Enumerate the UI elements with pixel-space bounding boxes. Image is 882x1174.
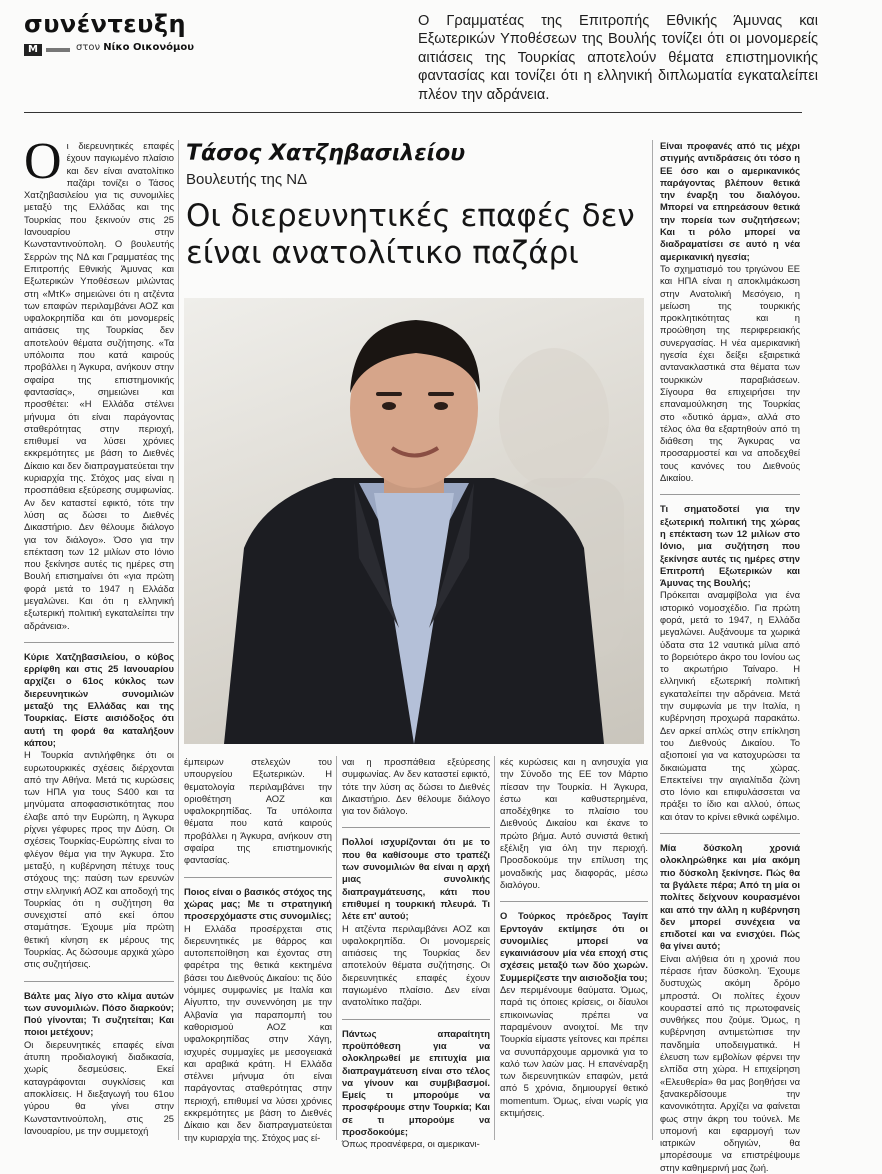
- answer: Πρόκειται αναμφίβολα για ένα ιστορικό νομοσχέδιο. Για πρώτη φορά, μετά το 1947, η Ελλάδα μεγαλώνει. Αυξάνουμε τα χωρικά ύδατα στα 12 ναυτικά μίλια από το βορειότερο άκρο του Ιονίου ως το ακρωτήριο Ταίναρο. Η ελληνική εξωτερική πολιτική εγκαταλείπει την αδράνεια. Μετά την συμφωνία με την Ιταλία, η κυβέρνηση προχωρά παρακάτω. Δεν αρκεί απλώς στην επίκληση του Διεθνούς Δικαίου. Το αξιοποιεί για να κατοχυρώσει τα δικαιώματα της χώρας. Επεκτείνει την αιγιαλίτιδα ζώνη στο Ιόνιο και επιφυλάσσεται να πράξει το ίδιο και αλλού, όπως και όταν το κρίνει εθνικά ωφέλιμο.: [660, 589, 800, 822]
- lead-paragraph: Ο Γραμματέας της Επιτροπής Εθνικής Άμυνας και Εξωτερικών Υποθέσεων της Βουλής τονίζει ότι οι μονομερείς αιτιάσεις της Τουρκίας αποτελούν θέματα επιστημονικής φαντασίας και τονίζει ότι η ελληνική διπλωματία εγκαταλείπει πλέον την αδράνεια.: [418, 13, 818, 103]
- header-rule: [24, 112, 802, 113]
- drop-cap: O: [24, 133, 62, 190]
- section-separator: [184, 877, 332, 878]
- answer: ναι η προσπάθεια εξεύρεσης συμφωνίας. Αν δεν καταστεί εφικτό, τότε την λύση ας δώσει το Διεθνές Δικαστήριο. Δεν θέλουμε διάλογο για τον διάλογο.: [342, 756, 490, 817]
- interviewee-role: Βουλευτής της ΝΔ: [186, 171, 308, 188]
- section-separator: [660, 833, 800, 834]
- question: Βάλτε μας λίγο στο κλίμα αυτών των συνομιλιών. Πόσο διαρκούν; Πού γίνονται; Τι συζητείται; Και ποιοι μετέχουν;: [24, 989, 174, 1038]
- headline: Οι διερευνητικές επαφές δεν είναι ανατολίτικο παζάρι: [186, 198, 635, 271]
- answer: Η Τουρκία αντιλήφθηκε ότι οι ευρωτουρκικές σχέσεις διέρχονται από την Αθήνα. Μετά τις κυρώσεις των ΗΠΑ για τους S400 και τα μηνύματα αποφασιστικότητας που έλαβε από την Ευρώπη, η Άγκυρα ρίχνει γέφυρες προς την Δύση. Οι σχέσεις Τουρκίας-Ευρώπης είναι το φλέγον θέμα για την Άγκυρα. Στο μεταξύ, η κυβέρνηση πέτυχε τους στόχους της: παύση των ερευνών στην ελληνική ΑΟΖ και αποδοχή της Τουρκίας ότι η συζήτηση θα συνεχιστεί από εκεί όπου σταμάτησε. Έχουμε μία πρώτη θετική κίνηση εκ μέρους της Τουρκίας. Ας δώσουμε αρχικά χώρο στις συζητήσεις.: [24, 749, 174, 970]
- answer: Το σχηματισμό του τριγώνου ΕΕ και ΗΠΑ είναι η αποκλιμάκωση στην Ανατολική Μεσόγειο, η μείωση της τουρκικής προκλητικότητας και η προώθηση της περιφερειακής συνεργασίας. Η νέα αμερικανική ηγεσία έχει δείξει εξαιρετικά αντανακλαστικά στα θέματα των τουρκικών παραβιάσεων. Σίγουρα θα επιχειρήσει την επαναμούλκηση της Τουρκίας στο «δυτικό άρμα», αλλά στο τέλος όλα θα εξαρτηθούν από τη διάθεση της Άγκυρας να προσαρμοστεί και να αποδεχθεί τους κανόνες του Διεθνούς Δικαίου.: [660, 262, 800, 484]
- section-label: συνέντευξη: [24, 10, 187, 38]
- answer: κές κυρώσεις και η ανησυχία για την Σύνοδο της ΕΕ τον Μάρτιο πίεσαν την Τουρκία. Η Άγκυρα, έστω και καθυστερημένα, αποδέχθηκε το πλαίσιο του Διεθνούς Δικαίου και έκανε το πρώτο βήμα. Αυτό συνιστά θετική εξέλιξη για όλη την περιοχή. Προσδοκούμε την επίλυση της μοναδικής μας διαφοράς, μέσω διαλόγου.: [500, 756, 648, 890]
- column-divider: [652, 140, 653, 1140]
- section-separator: [342, 1019, 490, 1020]
- answer: Οι διερευνητικές επαφές είναι άτυπη προδιαλογική διαδικασία, χωρίς δεσμεύσεις. Εκεί καταγράφονται συγκλίσεις και αποκλίσεις. Η διεξαγωγή του 61ου γύρου θα γίνει στην Κωνσταντινούπολη, στις 25 Ιανουαρίου, με την συμμετοχή: [24, 1038, 174, 1136]
- question: Ποιος είναι ο βασικός στόχος της χώρας μας; Με τι στρατηγική προσερχόμαστε στις συνομιλίες;: [184, 885, 332, 922]
- byline-author: Νίκο Οικονόμου: [103, 42, 195, 53]
- publication-logo: M: [24, 44, 42, 56]
- byline: [76, 42, 194, 53]
- answer: Είναι αλήθεια ότι η χρονιά που πέρασε ήταν δύσκολη. Έχουμε δυστυχώς ακόμη δρόμο μπροστά. Οι πολίτες έχουν κουραστεί από τις πρωτοφανείς συνθήκες που ζούμε. Όμως, η κυβέρνηση αντιμετώπισε την πανδημία υποδειγματικά. Η έλευση των εμβολίων φέρνει την ελπίδα στη χώρα. Η επιχείρηση «Ελευθερία» θα μας βοηθήσει να ξανακερδίσουμε την κανονικότητα. Αρχίζει να φαίνεται φως στην άκρη του τούνελ. Με υπομονή και εφαρμογή των ιατρικών οδηγιών, θα μπορέσουμε να επιστρέψουμε στην καθημερινή μας ζωή.: [660, 952, 800, 1173]
- answer: Η ατζέντα περιλαμβάνει ΑΟΖ και υφαλοκρηπίδα. Οι μονομερείς αιτιάσεις της Τουρκίας δεν αποτελούν θέματα συζήτησης. Οι διερευνητικές επαφές έχουν παγιωμένο πλαίσιο. Δεν είναι ανατολίτικο παζάρι.: [342, 922, 490, 1008]
- portrait-illustration: [184, 298, 644, 744]
- question: Πολλοί ισχυρίζονται ότι με το που θα καθίσουμε στο τραπέζι των συνομιλιών θα είναι η αρχή μιας συνολικής διαπραγμάτευσης, κάτι που επιθυμεί η τουρκική πλευρά. Τι λέτε επ' αυτού;: [342, 836, 490, 922]
- column-3: [342, 756, 490, 1151]
- answer: Όπως προανέφερα, οι αμερικανι-: [342, 1138, 480, 1150]
- intro-paragraph: [24, 133, 174, 632]
- section-separator: [500, 901, 648, 902]
- section-separator: [342, 827, 490, 828]
- column-divider: [494, 756, 495, 1140]
- logo-bar: [46, 48, 70, 52]
- column-5: [660, 140, 800, 1174]
- column-divider: [178, 140, 179, 1140]
- portrait-photo: [184, 298, 644, 744]
- question: Πάντως απαραίτητη προϋπόθεση για να ολοκληρωθεί με επιτυχία μια διαπραγμάτευση είναι στο τέλος να γίνουν και συμβιβασμοί. Εμείς τι μπορούμε να προσφέρουμε στην Τουρκία; Και σε τι μπορούμε να προσδοκούμε;: [342, 1027, 490, 1138]
- section-separator: [24, 642, 174, 643]
- question: Είναι προφανές από τις μέχρι στιγμής αντιδράσεις ότι τόσο η ΕΕ όσο και ο αμερικανικός παράγοντας βλέπουν θετικά την έναρξη του διαλόγου. Μπορεί να επηρεάσουν θετικά την πορεία των συζητήσεων; Και τι ρόλο μπορεί να διαδραματίσει σε αυτό η νέα αμερικανική ηγεσία;: [660, 140, 800, 262]
- intro-text: ι διερευνητικές επαφές έχουν παγιωμένο πλαίσιο και δεν είναι ανατολίτικο παζάρι τονίζει ο Τάσος Χατζηβασιλείου για τις συνομιλίες μεταξύ της Ελλάδας και της Τουρκίας που ξεκινούν στις 25 Ιανουαρίου στην Κωνσταντινούπολη. Ο βουλευτής Σερρών της ΝΔ και Γραμματέας της Επιτροπής Εθνικής Άμυνας και Εξωτερικών Υποθέσεων μιλώντας στη «ΜτΚ» σημειώνει ότι η ατζέντα των επαφών περιλαμβάνει ΑΟΖ και υφαλοκρηπίδα και ότι μονομερείς αιτιάσεις της Τουρκίας δεν αποτελούν θέματα συζήτησης. «Τα υπόλοιπα που κατά καιρούς προβάλλει η Άγκυρα, ανήκουν στην σφαίρα της επιστημονικής φαντασίας», σημειώνει και προσθέτει: «Η Ελλάδα στέλνει μήνυμα ότι είναι παράγοντας σταθερότητας στην περιοχή, επιθυμεί να λύσει χρόνιες εκκρεμότητες με βάση το Διεθνές Δίκαιο και δεν διαπραγματεύεται την κυριαρχία της. Στόχος μας είναι η προσπάθεια εξεύρεσης συμφωνίας. Αν δεν καταστεί εφικτό, τότε την λύση ας δώσει το Διεθνές Δικαστήριο. Δεν θέλουμε διάλογο για τον διάλογο». Όσο για την επέκταση των 12 μιλίων στο Ιόνιο που ξεκίνησε αυτές τις ημέρες στη Βουλή επισημαίνει ότι «για πρώτη φορά μετά το 1947 η Ελλάδα μεγαλώνει. Και ότι η ελληνική εξωτερική πολιτική εγκαταλείπει την αδράνεια».: [24, 140, 174, 631]
- question: Ο Τούρκος πρόεδρος Ταγίπ Ερντογάν εκτίμησε ότι οι συνομιλίες μπορεί να εγκαινιάσουν μία νέα εποχή στις σχέσεις μεταξύ των δύο χωρών. Συμμερίζεστε την αισιοδοξία του;: [500, 910, 648, 983]
- question: Τι σηματοδοτεί για την εξωτερική πολιτική της χώρας η επέκταση των 12 μιλίων στο Ιόνιο, μια συζήτηση που ξεκίνησε αυτές τις ημέρες στην Επιτροπή Εξωτερικών και Άμυνας της Βουλής;: [660, 503, 800, 589]
- answer: Δεν περιμένουμε θαύματα. Όμως, παρά τις όποιες κρίσεις, οι δίαυλοι επικοινωνίας πρέπει να παραμένουν ανοιχτοί. Με την Τουρκία είμαστε γείτονες και πρέπει να συνυπάρχουμε αρμονικά για το καλό των λαών μας. Η επανέναρξη των διερευνητικών επαφών, μετά από 5 χρόνια, δημιουργεί θετικό momentum. Όμως, είναι νωρίς για εκτιμήσεις.: [500, 984, 648, 1119]
- byline-prefix: στον: [76, 42, 101, 53]
- column-2: [184, 756, 332, 1144]
- column-1: [24, 133, 174, 1137]
- answer: Η Ελλάδα προσέρχεται στις διερευνητικές με θάρρος και αυτοπεποίθηση και έχοντας στη φαρέτρα της θετικά κεκτημένα βάσει του Διεθνούς Δικαίου: τις δύο νόμιμες συμφωνίες με Ιταλία και Αίγυπτο, την συνεννόηση με την Αλβανία για παραπομπή του καθορισμού ΑΟΖ και υφαλοκρηπίδας στην Χάγη, ισχυρές συμμαχίες με μεσογειακά και αραβικά κράτη. Η Ελλάδα στέλνει μήνυμα ότι είναι παράγοντας σταθερότητας στην περιοχή, επιθυμεί να λύσει χρόνιες εκκρεμότητες με βάση το Διεθνές Δίκαιο και δεν διαπραγματεύεται την κυριαρχία της. Στόχος μας εί-: [184, 922, 332, 1143]
- column-divider: [336, 756, 337, 1140]
- section-separator: [660, 494, 800, 495]
- interviewee-name: Τάσος Χατζηβασιλείου: [186, 141, 466, 166]
- answer: έμπειρων στελεχών του υπουργείου Εξωτερικών. Η θεματολογία περιλαμβάνει την οριοθέτηση ΑΟΖ και υφαλοκρηπίδας. Τα υπόλοιπα θέματα που κατά καιρούς προβάλλει η Άγκυρα, ανήκουν στη σφαίρα της επιστημονικής φαντασίας.: [184, 756, 332, 866]
- column-4: [500, 756, 648, 1119]
- section-separator: [24, 981, 174, 982]
- question: Μία δύσκολη χρονιά ολοκληρώθηκε και μία ακόμη πιο δύσκολη ξεκίνησε. Πώς θα τα βγάλετε πέρα; Από τη μία οι πολίτες δείχνουν κουρασμένοι και από την άλλη η κυβέρνηση δεν μπορεί συνέχεια να επιδοτεί και να ενισχύει. Πώς θα γίνει αυτό;: [660, 842, 800, 952]
- question: Κύριε Χατζηβασιλείου, ο κύβος ερρίφθη και στις 25 Ιανουαρίου αρχίζει ο 61ος κύκλος των διερευνητικών συνομιλιών μεταξύ της Ελλάδας και της Τουρκίας. Είστε αισιόδοξος ότι αυτή τη φορά θα καταλήξουν κάπου;: [24, 650, 174, 748]
